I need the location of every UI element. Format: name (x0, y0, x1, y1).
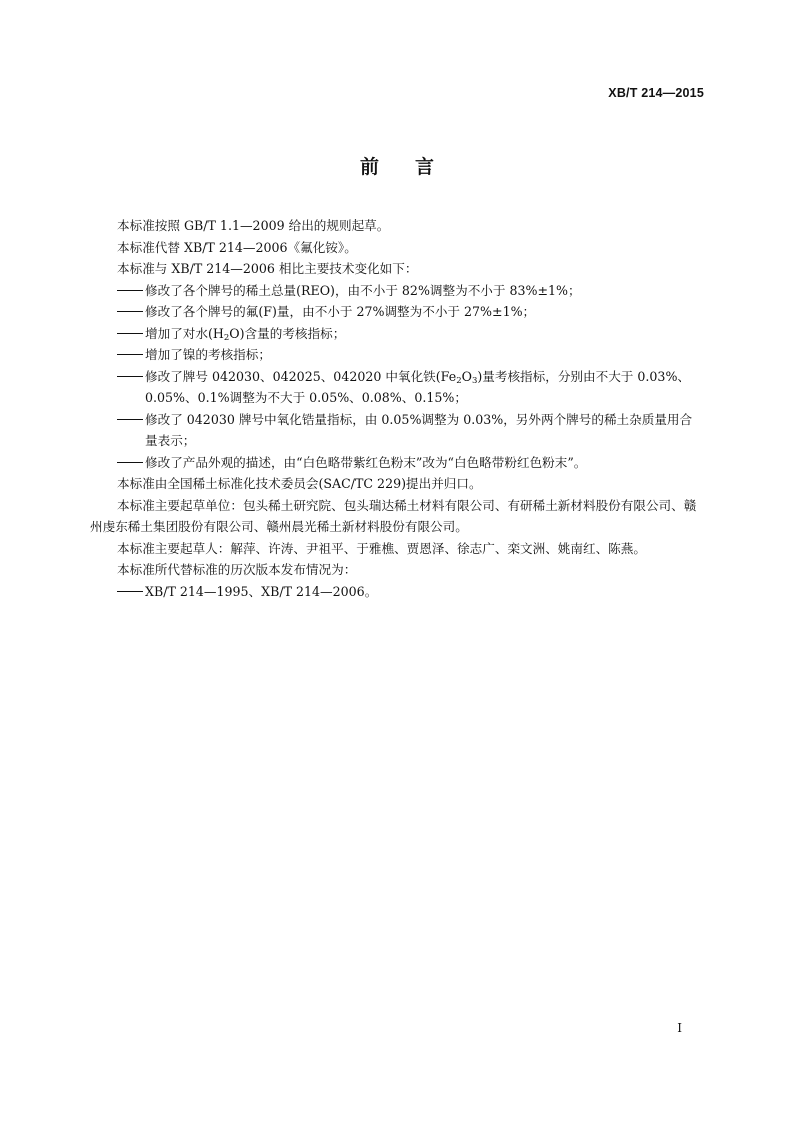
change-item-appearance (90, 452, 704, 474)
change-item-nickel (90, 344, 704, 366)
change-text: 增加了镍的考核指标； (145, 347, 271, 362)
change-item-iron-oxide (90, 366, 704, 409)
change-item-reo (90, 280, 704, 302)
change-text: 修改了产品外观的描述，由“白色略带紫红色粉末”改为“白色略带粉红色粉末”。 (145, 454, 587, 470)
standard-number: XB/T 214—2015 (608, 86, 704, 100)
paragraph-history-intro: 本标准所代替标准的历次版本发布情况为： (117, 562, 357, 577)
paragraph-drafting-rules: 本标准按照 GB/T 1.1—2009 给出的规则起草。 (117, 218, 390, 233)
change-item-water (90, 323, 704, 345)
history-item (90, 581, 704, 603)
paragraph-drafters: 本标准主要起草人：解萍、许涛、尹祖平、于雅樵、贾恩泽、徐志广、栾文洲、姚南红、陈燕。 (117, 540, 646, 556)
change-item-fluorine (90, 301, 704, 323)
change-text: 增加了对水(H (145, 325, 224, 341)
change-text: 修改了各个牌号的稀土总量(REO)，由不小于 82%调整为不小于 83%±1%； (145, 282, 581, 298)
change-text: 修改了各个牌号的氟(F)量，由不小于 27%调整为不小于 27%±1%； (145, 304, 536, 319)
page-title: 前言 (359, 156, 470, 178)
change-item-zirconia (90, 409, 704, 452)
subscript: 2 (223, 332, 230, 343)
page-number: I (677, 1021, 682, 1035)
history-text: XB/T 214—1995、XB/T 214—2006。 (145, 583, 378, 599)
paragraph-replaces: 本标准代替 XB/T 214—2006《氟化铵》。 (117, 239, 357, 255)
subscript: 2 (456, 375, 462, 386)
paragraph-changes-intro: 本标准与 XB/T 214—2006 相比主要技术变化如下： (117, 261, 418, 276)
paragraph-drafting-units: 本标准主要起草单位：包头稀土研究院、包头瑞达稀土材料有限公司、有研稀土新材料股份有限公司、赣州虔东稀土集团股份有限公司、赣州晨光稀土新材料股份有限公司。 (90, 497, 697, 534)
change-text: )量考核指标，分别由不大于 0.03%、0.05%、0.1%调整为不大于 0.05%、0.08%、0.15%； (145, 368, 691, 405)
change-text: O)含量的考核指标； (229, 325, 346, 341)
paragraph-proposer: 本标准由全国稀土标准化技术委员会(SAC/TC 229)提出并归口。 (117, 476, 482, 491)
change-text: 修改了 042030 牌号中氧化锆量指标，由 0.05%调整为 0.03%，另外两个牌号的稀土杂质量用合量表示； (145, 411, 693, 448)
change-text: 修改了牌号 042030、042025、042020 中氧化铁(Fe (145, 368, 457, 384)
subscript: 3 (471, 375, 478, 386)
foreword-body (90, 215, 704, 602)
change-text: O (461, 368, 472, 384)
